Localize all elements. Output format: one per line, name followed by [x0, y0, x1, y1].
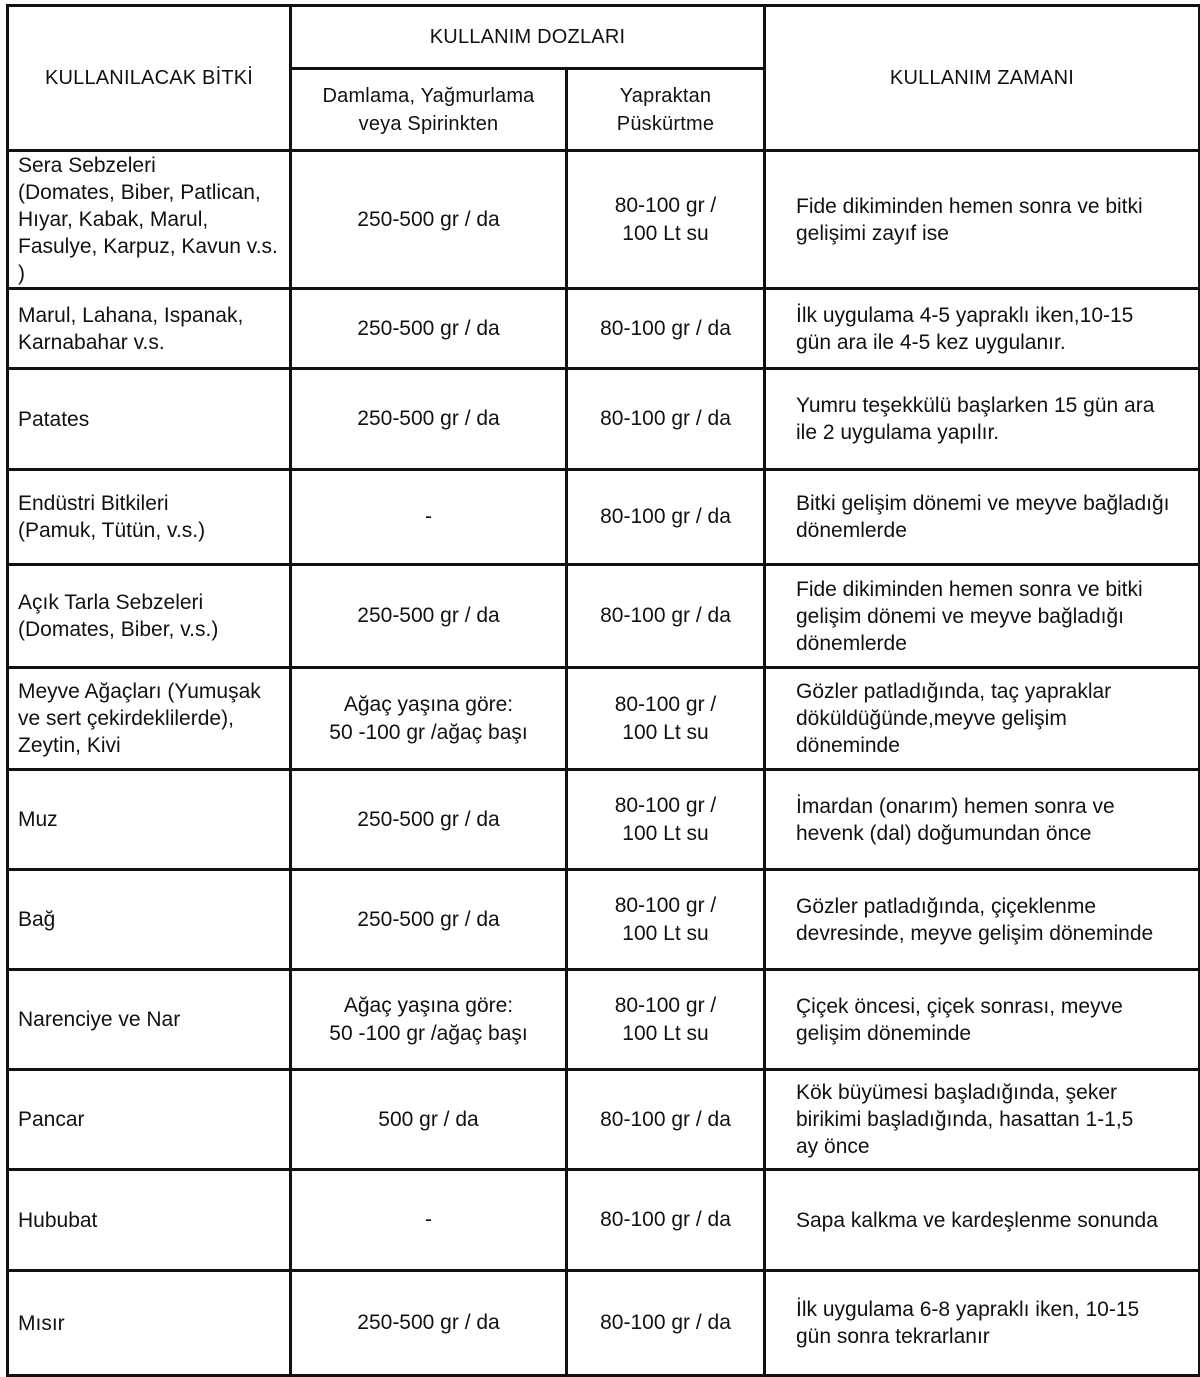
plant-cell-text: Narenciye ve Nar	[18, 1008, 181, 1031]
foliar-dose-cell	[567, 369, 765, 470]
plant-cell	[8, 970, 291, 1070]
time-column-header: KULLANIM ZAMANI	[765, 6, 1200, 151]
usage-time-cell-text: Gözler patladığında, taç yapraklar döküldüğünde,meyve gelişim döneminde	[796, 680, 1112, 757]
usage-time-cell-text: Bitki gelişim dönemi ve meyve bağladığı dönemlerde	[796, 492, 1170, 542]
foliar-dose-cell	[567, 970, 765, 1070]
usage-time-cell-text: Çiçek öncesi, çiçek sonrası, meyve gelişim döneminde	[796, 994, 1123, 1045]
drip-dose-cell	[291, 289, 567, 369]
usage-time-cell-text: İlk uygulama 4-5 yapraklı iken,10-15 gün ara ile 4-5 kez uygulanır.	[796, 303, 1134, 354]
foliar-dose-cell-text: 80-100 gr / 100 Lt su	[614, 993, 717, 1045]
drip-dose-cell-text: -	[425, 1208, 432, 1231]
usage-time-cell	[765, 1271, 1200, 1376]
foliar-dose-cell-text: 80-100 gr / 100 Lt su	[614, 893, 717, 945]
drip-dose-cell-text: Ağaç yaşına göre: 50 -100 gr /ağaç başı	[329, 692, 528, 744]
plant-cell	[8, 151, 291, 289]
plant-cell-text: Hububat	[18, 1208, 98, 1232]
plant-cell	[8, 1170, 291, 1271]
usage-time-cell	[765, 668, 1200, 770]
usage-time-cell-text: İlk uygulama 6-8 yapraklı iken, 10-15 gün sonra tekrarlanır	[796, 1298, 1140, 1348]
foliar-dose-cell	[567, 289, 765, 369]
drip-dose-cell-text: Ağaç yaşına göre: 50 -100 gr /ağaç başı	[329, 993, 528, 1045]
plant-cell	[8, 870, 291, 970]
drip-dose-cell-text: 250-500 gr / da	[357, 316, 500, 340]
foliar-dose-cell-text: 80-100 gr / da	[600, 1208, 731, 1231]
drip-dose-cell	[291, 870, 567, 970]
drip-dose-cell	[291, 369, 567, 470]
usage-time-cell	[765, 151, 1200, 289]
plant-cell	[8, 770, 291, 870]
drip-dose-cell	[291, 151, 567, 289]
table-row	[8, 1271, 1200, 1376]
table-row	[8, 289, 1200, 369]
plant-cell	[8, 1271, 291, 1376]
table-row	[8, 770, 1200, 870]
plant-cell	[8, 565, 291, 668]
foliar-dose-cell-text: 80-100 gr / da	[600, 407, 731, 430]
plant-cell-text: Muz	[18, 808, 58, 831]
drip-dose-cell-text: 250-500 gr / da	[357, 1311, 500, 1334]
foliar-dose-cell	[567, 1170, 765, 1271]
foliar-dose-cell-text: 80-100 gr / da	[600, 604, 731, 627]
foliar-dose-cell	[567, 565, 765, 668]
usage-time-cell-text: Kök büyümesi başladığında, şeker birikimi başladığında, hasattan 1-1,5 ay önce	[796, 1081, 1134, 1158]
drip-dose-cell	[291, 1170, 567, 1271]
foliar-dose-cell-text: 80-100 gr / da	[600, 316, 731, 340]
usage-dose-table	[6, 4, 1200, 1377]
plant-cell-text: Pancar	[18, 1108, 85, 1131]
foliar-dose-cell-text: 80-100 gr / da	[600, 505, 731, 528]
usage-time-cell	[765, 870, 1200, 970]
doses-group-header: KULLANIM DOZLARI	[291, 6, 765, 69]
plant-cell-text: Endüstri Bitkileri (Pamuk, Tütün, v.s.)	[18, 492, 206, 542]
foliar-dose-cell	[567, 470, 765, 565]
usage-time-cell-text: Gözler patladığında, çiçeklenme devresinde, meyve gelişim döneminde	[796, 894, 1154, 945]
foliar-dose-cell	[567, 1070, 765, 1170]
foliar-dose-cell	[567, 151, 765, 289]
usage-time-cell	[765, 470, 1200, 565]
plant-cell-text: Sera Sebzeleri (Domates, Biber, Patlican, Hıyar, Kabak, Marul, Fasulye, Karpuz, Kavun v.s. )	[18, 154, 278, 285]
table-row	[8, 151, 1200, 289]
drip-dose-cell-text: -	[425, 505, 432, 528]
foliar-dose-cell	[567, 668, 765, 770]
usage-time-cell	[765, 770, 1200, 870]
drip-dose-cell	[291, 1271, 567, 1376]
foliar-dose-cell-text: 80-100 gr / da	[600, 1311, 731, 1334]
plant-cell	[8, 289, 291, 369]
drip-dose-cell	[291, 470, 567, 565]
foliar-dose-cell-text: 80-100 gr / da	[600, 1107, 731, 1131]
usage-time-cell	[765, 289, 1200, 369]
drip-dose-cell-text: 500 gr / da	[378, 1107, 479, 1131]
plant-column-header: KULLANILACAK BİTKİ	[8, 6, 291, 151]
table-row	[8, 870, 1200, 970]
drip-dose-cell	[291, 970, 567, 1070]
foliar-dose-cell	[567, 870, 765, 970]
foliar-dose-cell-text: 80-100 gr / 100 Lt su	[614, 692, 717, 744]
plant-cell	[8, 1070, 291, 1170]
plant-cell-text: Meyve Ağaçları (Yumuşak ve sert çekirdeklilerde), Zeytin, Kivi	[18, 680, 261, 757]
plant-cell-text: Marul, Lahana, Ispanak, Karnabahar v.s.	[18, 303, 244, 354]
drip-dose-cell	[291, 668, 567, 770]
table-row	[8, 565, 1200, 668]
table-header	[8, 6, 1200, 151]
table-row	[8, 970, 1200, 1070]
usage-time-cell-text: Fide dikiminden hemen sonra ve bitki gelişimi zayıf ise	[796, 194, 1143, 245]
drip-dose-cell-text: 250-500 gr / da	[357, 604, 500, 627]
table-row	[8, 1170, 1200, 1271]
foliar-column-header: Yapraktan Püskürtme	[567, 69, 765, 151]
foliar-dose-cell-text: 80-100 gr / 100 Lt su	[614, 193, 717, 245]
drip-dose-cell-text: 250-500 gr / da	[357, 907, 500, 931]
foliar-dose-cell	[567, 770, 765, 870]
usage-time-cell	[765, 369, 1200, 470]
table-row	[8, 470, 1200, 565]
drip-dose-cell	[291, 1070, 567, 1170]
usage-time-cell-text: Fide dikiminden hemen sonra ve bitki gelişim dönemi ve meyve bağladığı dönemlerde	[796, 577, 1143, 655]
drip-dose-cell-text: 250-500 gr / da	[357, 407, 500, 430]
plant-cell	[8, 470, 291, 565]
usage-time-cell-text: Yumru teşekkülü başlarken 15 gün ara ile 2 uygulama yapılır.	[796, 394, 1155, 444]
drip-dose-cell	[291, 770, 567, 870]
plant-cell-text: Patates	[18, 407, 90, 431]
usage-time-cell	[765, 1070, 1200, 1170]
plant-cell	[8, 369, 291, 470]
table-row	[8, 1070, 1200, 1170]
plant-cell	[8, 668, 291, 770]
table-body	[8, 151, 1200, 1376]
drip-column-header: Damlama, Yağmurlama veya Spirinkten	[291, 69, 567, 151]
plant-cell-text: Açık Tarla Sebzeleri (Domates, Biber, v.s.)	[18, 591, 219, 641]
table-row	[8, 668, 1200, 770]
drip-dose-cell-text: 250-500 gr / da	[357, 207, 500, 231]
usage-time-cell	[765, 565, 1200, 668]
usage-time-cell-text: Sapa kalkma ve kardeşlenme sonunda	[796, 1208, 1158, 1232]
usage-time-cell-text: İmardan (onarım) hemen sonra ve hevenk (dal) doğumundan önce	[796, 794, 1115, 845]
drip-dose-cell	[291, 565, 567, 668]
usage-time-cell	[765, 1170, 1200, 1271]
usage-time-cell	[765, 970, 1200, 1070]
plant-cell-text: Mısır	[18, 1311, 65, 1335]
table-row	[8, 369, 1200, 470]
foliar-dose-cell-text: 80-100 gr / 100 Lt su	[614, 793, 717, 845]
plant-cell-text: Bağ	[18, 908, 56, 931]
foliar-dose-cell	[567, 1271, 765, 1376]
drip-dose-cell-text: 250-500 gr / da	[357, 807, 500, 831]
header-row-top	[8, 6, 1200, 69]
